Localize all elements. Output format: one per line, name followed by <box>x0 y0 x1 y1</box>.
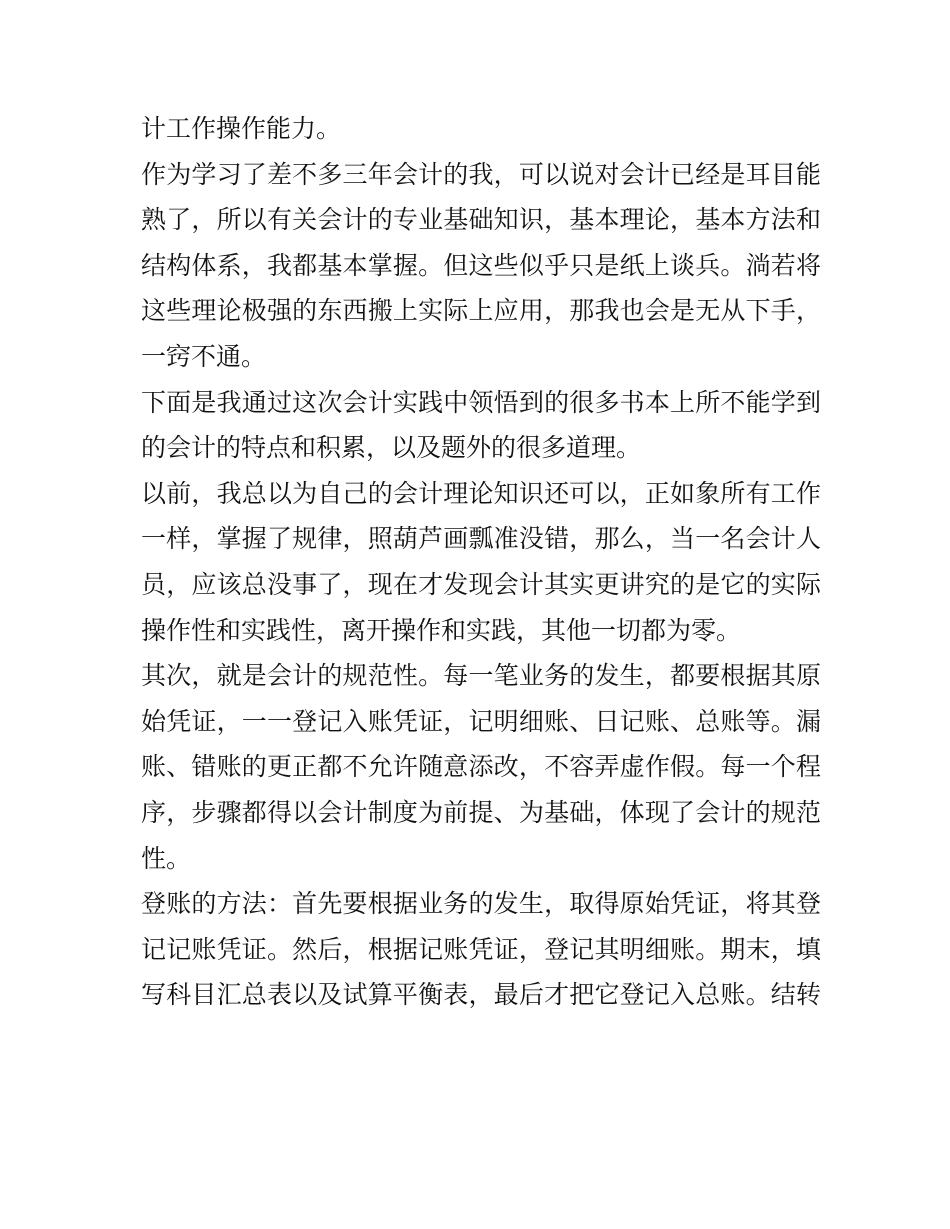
text-line: 熟了，所以有关会计的专业基础知识，基本理论，基本方法和 <box>141 205 821 235</box>
paragraph <box>141 471 821 653</box>
text-line: 其次，就是会计的规范性。每一笔业务的发生，都要根据其原 <box>141 661 821 691</box>
text-line: 结构体系，我都基本掌握。但这些似乎只是纸上谈兵。淌若将 <box>141 250 821 280</box>
text-line: 以前，我总以为自己的会计理论知识还可以，正如象所有工作 <box>141 478 821 508</box>
text-line: 记记账凭证。然后，根据记账凭证，登记其明细账。期末，填 <box>141 934 821 964</box>
text-line: 序，步骤都得以会计制度为前提、为基础，体现了会计的规范 <box>141 797 821 827</box>
text-line: 计工作操作能力。 <box>141 114 342 143</box>
paragraph <box>141 152 821 380</box>
text-line: 作为学习了差不多三年会计的我，可以说对会计已经是耳目能 <box>141 159 821 189</box>
text-line: 下面是我通过这次会计实践中领悟到的很多书本上所不能学到 <box>141 387 821 417</box>
paragraph <box>141 881 821 1018</box>
paragraph <box>141 380 821 471</box>
text-line: 这些理论极强的东西搬上实际上应用，那我也会是无从下手， <box>141 296 821 326</box>
text-line: 性。 <box>141 843 192 873</box>
text-line: 一窍不通。 <box>141 341 267 371</box>
text-line: 员，应该总没事了，现在才发现会计其实更讲究的是它的实际 <box>141 569 821 599</box>
text-line: 登账的方法：首先要根据业务的发生，取得原始凭证，将其登 <box>141 889 821 919</box>
text-line: 操作性和实践性，离开操作和实践，其他一切都为零。 <box>141 615 742 645</box>
text-line: 始凭证，一一登记入账凭证，记明细账、日记账、总账等。漏 <box>141 706 821 736</box>
text-line: 的会计的特点和积累，以及题外的很多道理。 <box>141 433 642 463</box>
paragraph <box>141 653 821 881</box>
document-body <box>141 106 821 1018</box>
paragraph <box>141 106 821 152</box>
text-line: 一样，掌握了规律，照葫芦画瓢准没错，那么，当一名会计人 <box>141 524 821 554</box>
text-line: 账、错账的更正都不允许随意添改，不容弄虚作假。每一个程 <box>141 752 821 782</box>
text-line: 写科目汇总表以及试算平衡表，最后才把它登记入总账。结转 <box>141 980 821 1010</box>
